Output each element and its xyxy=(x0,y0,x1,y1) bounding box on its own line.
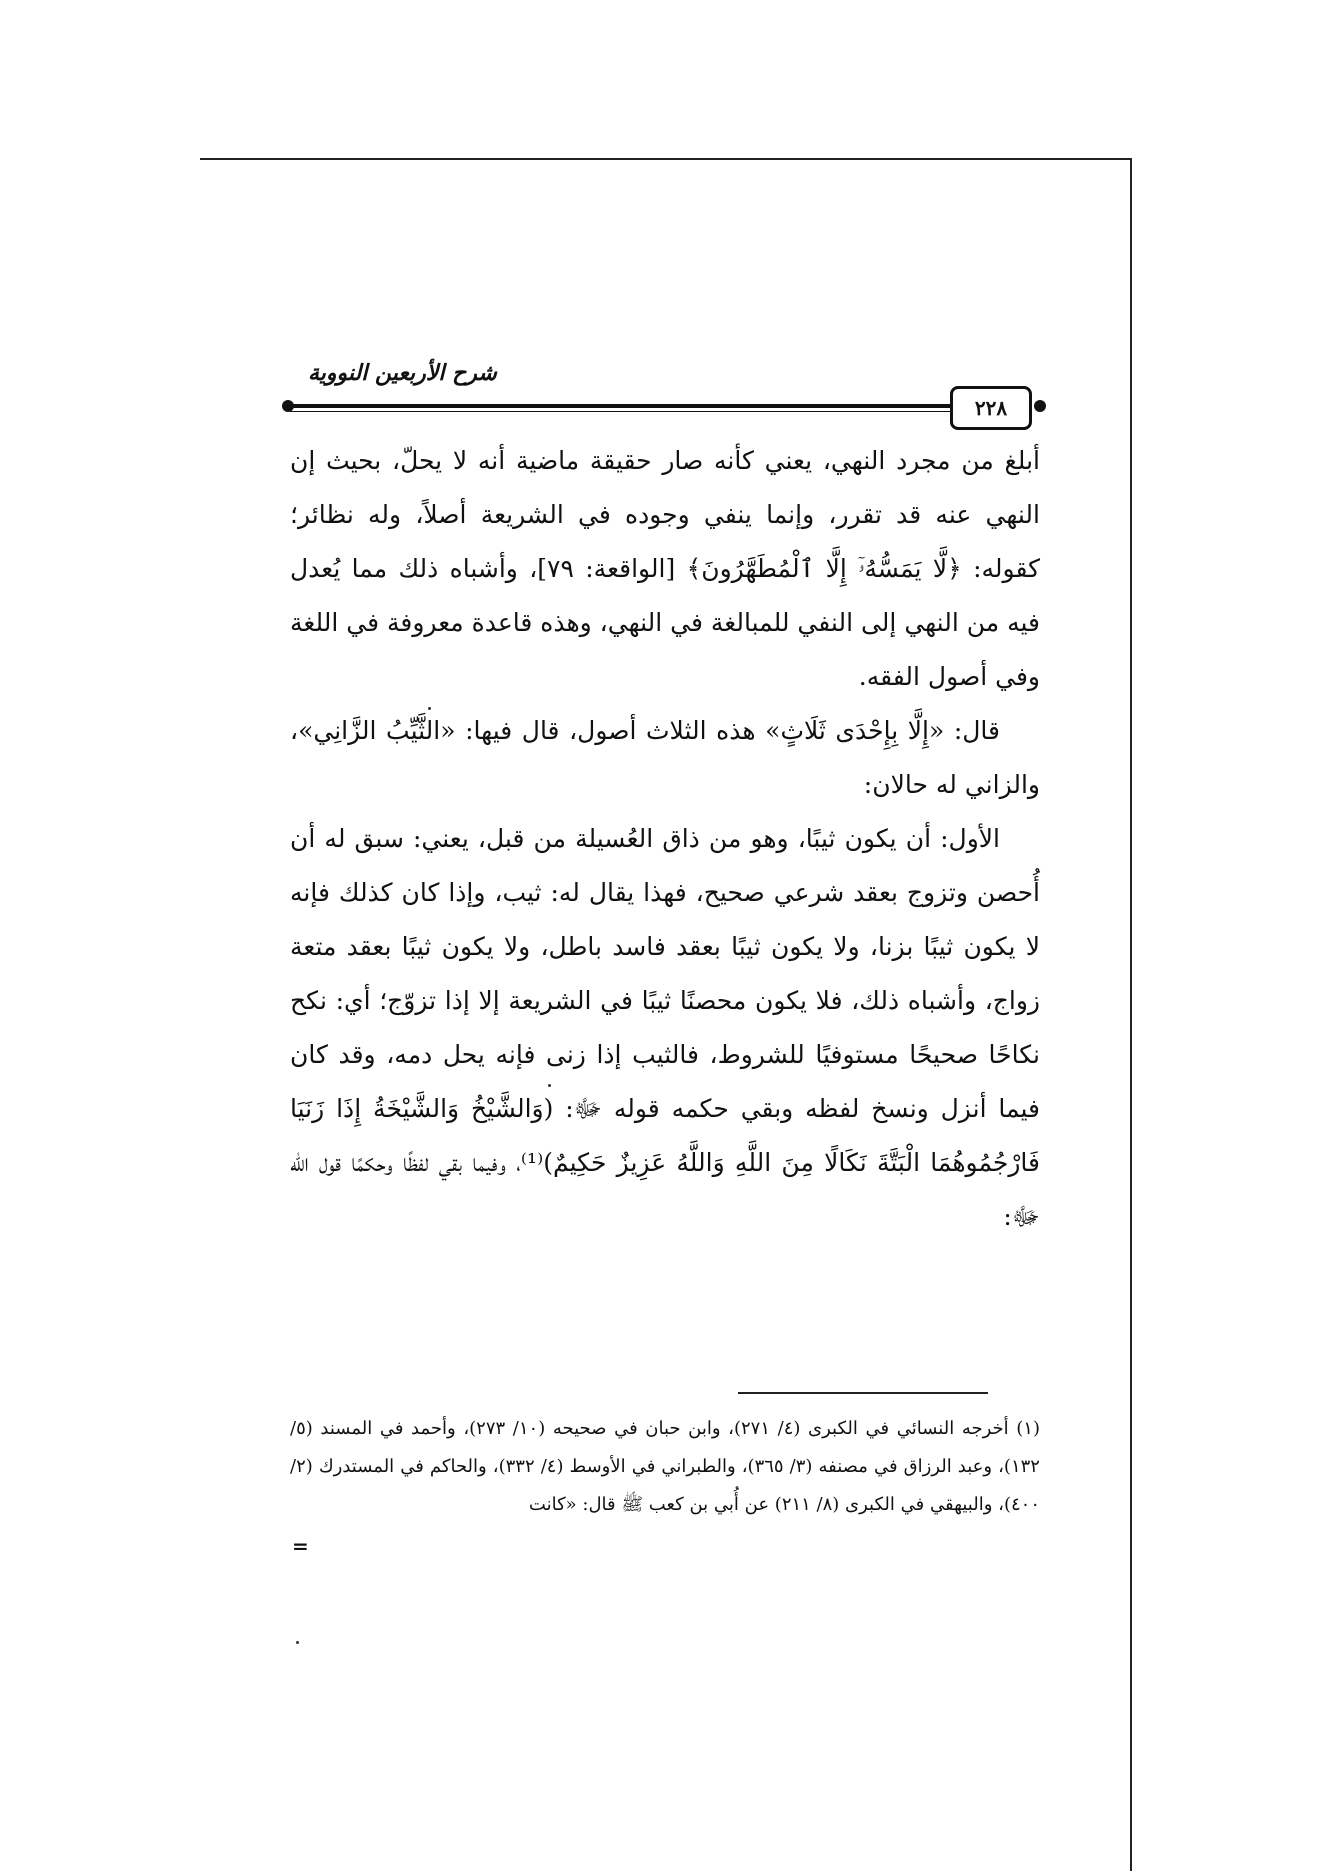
footnote-continuation-mark: = xyxy=(292,1534,309,1558)
header-rule-thin xyxy=(290,411,980,412)
running-header xyxy=(290,360,1040,428)
page-number: ٢٢٨ xyxy=(950,386,1032,430)
header-ornament-right xyxy=(1034,400,1046,412)
page-frame-top-rule xyxy=(200,158,1130,160)
scan-speck xyxy=(548,1084,551,1087)
book-title: شرح الأربعين النووية xyxy=(308,360,497,386)
header-ornament-left xyxy=(282,400,294,412)
main-text xyxy=(290,434,1040,1244)
footnotes xyxy=(290,1410,1040,1524)
page-frame-right-rule xyxy=(1130,158,1132,1871)
footnote: (١) أخرجه النسائي في الكبرى (٤/ ٢٧١)، وابن حبان في صحيحه (١٠/ ٢٧٣)، وأحمد في المسند (٥/ ١٣٢)، وعبد الرزاق في مصنفه (٣/ ٣٦٥)، والطبراني في الأوسط (٤/ ٣٣٢)، والحاكم في المستدرك (٢/ ٤٠٠)، والبيهقي في الكبرى (٨/ ٢١١) عن أُبي بن كعب ﷺ قال: «كانت xyxy=(290,1418,1040,1515)
footnote-separator xyxy=(738,1392,988,1394)
scan-speck xyxy=(428,707,431,710)
paragraph: قال: «إِلَّا بِإِحْدَى ثَلَاثٍ» هذه الثلاث أصول، قال فيها: «الثَّيِّبُ الزَّانِي»، والزاني له حالان: xyxy=(290,716,1040,799)
scan-speck xyxy=(296,1641,299,1644)
book-page xyxy=(290,360,1040,1244)
header-rule xyxy=(290,404,980,408)
paragraph: أبلغ من مجرد النهي، يعني كأنه صار حقيقة ماضية أنه لا يحلّ، بحيث إن النهي عنه قد تقرر، وإنما ينفي وجوده في الشريعة أصلاً، وله نظائر؛ كقوله: ﴿لَّا يَمَسُّهُۥٓ إِلَّا ٱلْمُطَهَّرُونَ﴾ [الواقعة: ٧٩]، وأشباه ذلك مما يُعدل فيه من النهي إلى النفي للمبالغة في النهي، وهذه قاعدة معروفة في اللغة وفي أصول الفقه. xyxy=(290,446,1040,691)
paragraph: الأول: أن يكون ثيبًا، وهو من ذاق العُسيلة من قبل، يعني: سبق له أن أُحصن وتزوج بعقد شرعي صحيح، فهذا يقال له: ثيب، وإذا كان كذلك فإنه لا يكون ثيبًا بزنا، ولا يكون ثيبًا بعقد فاسد باطل، ولا يكون ثيبًا بعقد متعة زواج، وأشباه ذلك، فلا يكون محصنًا ثيبًا في الشريعة إلا إذا تزوّج؛ أي: نكح نكاحًا صحيحًا مستوفيًا للشروط، فالثيب إذا زنى فإنه يحل دمه، وقد كان فيما أنزل ونسخ لفظه وبقي حكمه قوله ﷻ: (وَالشَّيْخُ وَالشَّيْخَةُ إِذَا زَنَيَا فَارْجُمُوهُمَا الْبَتَّةَ نَكَالًا مِنَ اللَّهِ وَاللَّهُ عَزِيزٌ حَكِيمٌ)⁽¹⁾، وفيما بقي لفظًا وحكمًا قول الله ﷻ: xyxy=(290,824,1040,1231)
